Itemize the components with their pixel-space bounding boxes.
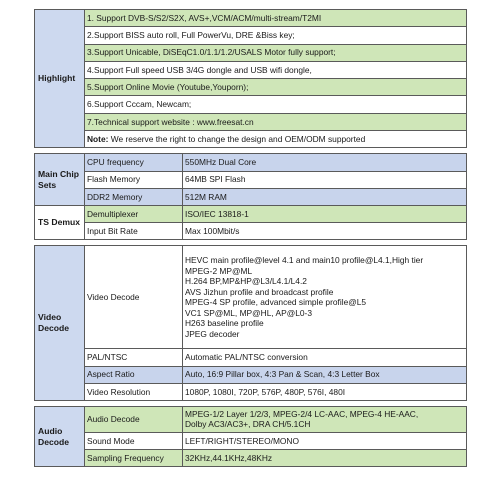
spec-key: Flash Memory	[85, 171, 183, 188]
section-label-audio-decode: Audio Decode	[35, 406, 85, 466]
spec-value: LEFT/RIGHT/STEREO/MONO	[183, 432, 467, 449]
section-label-main-chip: Main Chip Sets	[35, 154, 85, 206]
spec-key: Input Bit Rate	[85, 223, 183, 240]
highlight-row-2	[35, 27, 467, 44]
ts-demux-row-demultiplexer	[35, 205, 467, 222]
spec-value: 512M RAM	[183, 188, 467, 205]
video-decode-row-pal-ntsc	[35, 349, 467, 366]
spec-value: 64MB SPI Flash	[183, 171, 467, 188]
highlight-item-3: 3.Support Unicable, DiSEqC1.0/1.1/1.2/USALS Motor fully support;	[85, 44, 467, 61]
spec-value: 550MHz Dual Core	[183, 154, 467, 171]
spec-key: Sampling Frequency	[85, 450, 183, 467]
main-chip-row-ddr	[35, 188, 467, 205]
format-line: H.264 BP,MP&HP@L3/L4.1/L4.2	[185, 276, 307, 287]
spec-key: Audio Decode	[85, 406, 183, 432]
section-label-ts-demux: TS Demux	[35, 205, 85, 239]
spec-key: Video Resolution	[85, 383, 183, 400]
ts-demux-row-bitrate	[35, 223, 467, 240]
format-line: Dolby AC3/AC3+, DRA CH/5.1CH	[185, 419, 311, 430]
spec-key: CPU frequency	[85, 154, 183, 171]
highlight-row-4	[35, 61, 467, 78]
spec-key: Sound Mode	[85, 432, 183, 449]
format-line: H263 baseline profile	[185, 318, 264, 329]
highlight-item-4: 4.Support Full speed USB 3/4G dongle and USB wifi dongle,	[85, 61, 467, 78]
highlight-note	[85, 131, 467, 148]
highlight-row-6	[35, 96, 467, 113]
highlight-row-7	[35, 113, 467, 130]
audio-decode-row-sampling	[35, 450, 467, 467]
highlight-row-note	[35, 131, 467, 148]
spec-value: 1080P, 1080I, 720P, 576P, 480P, 576I, 480I	[183, 383, 467, 400]
video-decode-row-resolution	[35, 383, 467, 400]
audio-decode-row-decode	[35, 406, 467, 432]
highlight-row-1	[35, 10, 467, 27]
spec-key: Video Decode	[85, 246, 183, 349]
audio-decode-row-sound-mode	[35, 432, 467, 449]
spec-value: Automatic PAL/NTSC conversion	[183, 349, 467, 366]
highlight-item-5: 5.Support Online Movie (Youtube,Youporn);	[85, 79, 467, 96]
highlight-row-5	[35, 79, 467, 96]
audio-decode-formats	[183, 406, 467, 432]
format-line: HEVC main profile@level 4.1 and main10 profile@L4.1,High tier	[185, 255, 424, 266]
note-text: We reserve the right to change the design and OEM/ODM supported	[108, 133, 366, 144]
video-decode-formats	[183, 246, 467, 349]
spec-key: DDR2 Memory	[85, 188, 183, 205]
main-chip-row-cpu	[35, 154, 467, 171]
section-label-highlight: Highlight	[35, 10, 85, 148]
format-line: MPEG-2 MP@ML	[185, 265, 253, 276]
spec-value: ISO/IEC 13818-1	[183, 205, 467, 222]
format-line: MPEG-1/2 Layer 1/2/3, MPEG-2/4 LC-AAC, MPEG-4 HE-AAC,	[185, 408, 419, 419]
spec-key: Aspect Ratio	[85, 366, 183, 383]
spec-sheet	[34, 9, 466, 467]
highlight-row-3	[35, 44, 467, 61]
highlight-item-2: 2.Support BISS auto roll, Full PowerVu, DRE &Biss key;	[85, 27, 467, 44]
highlight-item-6: 6.Support Cccam, Newcam;	[85, 96, 467, 113]
section-label-video-decode: Video Decode	[35, 246, 85, 401]
format-line: MPEG-4 SP profile, advanced simple profile@L5	[185, 297, 367, 308]
spec-table	[34, 9, 467, 467]
highlight-item-7: 7.Technical support website : www.freesat.cn	[85, 113, 467, 130]
spec-value: Max 100Mbit/s	[183, 223, 467, 240]
note-label: Note:	[87, 133, 109, 144]
spec-value: Auto, 16:9 Pillar box, 4:3 Pan & Scan, 4:3 Letter Box	[183, 366, 467, 383]
main-chip-row-flash	[35, 171, 467, 188]
highlight-item-1: 1. Support DVB-S/S2/S2X, AVS+,VCM/ACM/multi-stream/T2MI	[85, 10, 467, 27]
format-line: JPEG decoder	[185, 328, 240, 339]
format-line: AVS Jizhun profile and broadcast profile	[185, 286, 334, 297]
spec-value: 32KHz,44.1KHz,48KHz	[183, 450, 467, 467]
video-decode-row-aspect	[35, 366, 467, 383]
spec-key: Demultiplexer	[85, 205, 183, 222]
spec-key: PAL/NTSC	[85, 349, 183, 366]
video-decode-row-decode	[35, 246, 467, 349]
format-line: VC1 SP@ML, MP@HL, AP@L0-3	[185, 307, 312, 318]
